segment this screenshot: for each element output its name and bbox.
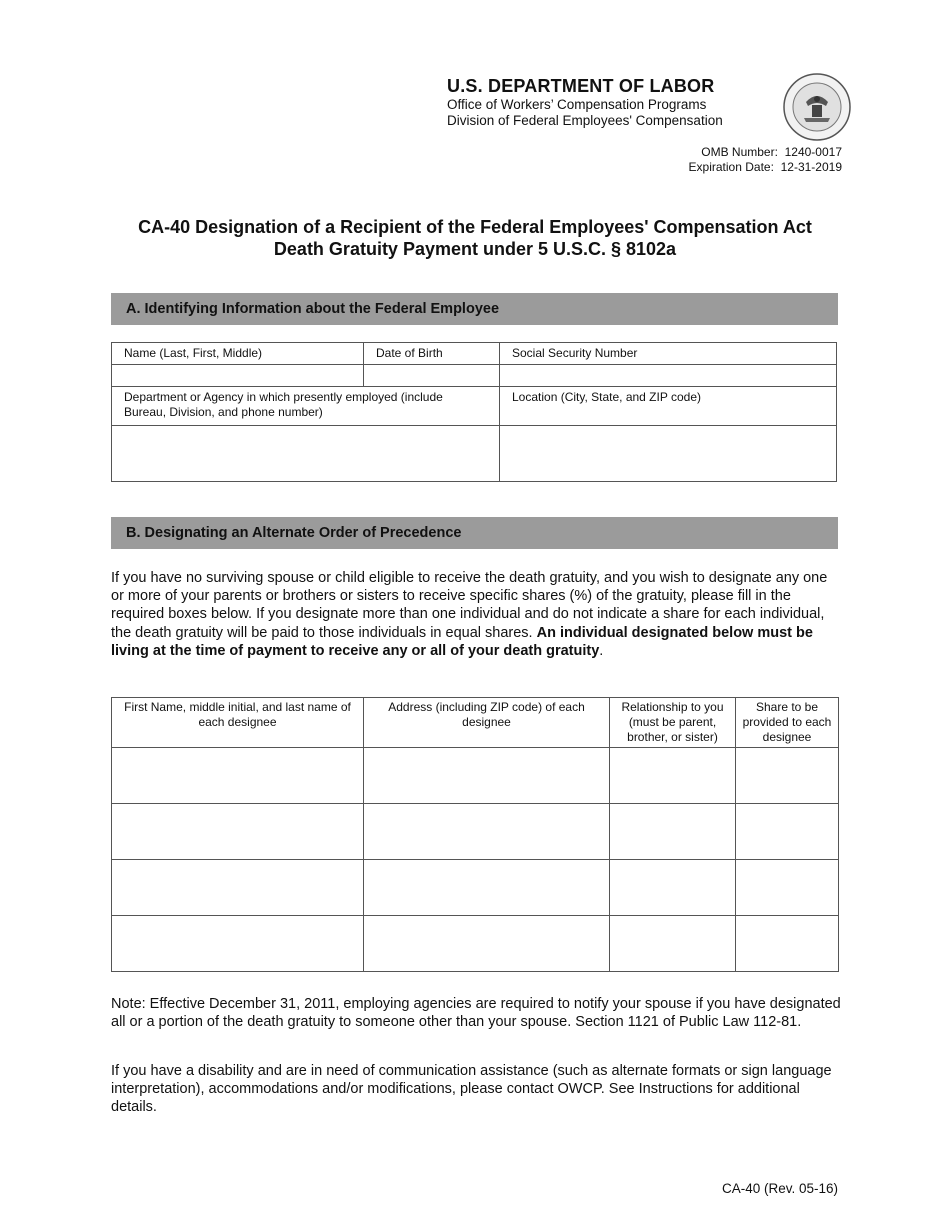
dob-field[interactable] — [364, 365, 500, 387]
department-name: U.S. DEPARTMENT OF LABOR — [447, 76, 715, 96]
omb-block — [689, 145, 842, 175]
instructions-text: If you have no surviving spouse or child eligible to receive the death gratuity, and you wish to designate any one or more of your parents or brothers or sisters to receive specific shares (%) of the gratuity, please fill in the required boxes below. If you designate more than one individual and do not indicate a share for each individual, the death gratuity will be paid to those individuals in equal shares. — [111, 570, 828, 641]
dept-agency-label: Department or Agency in which presently employed (include Bureau, Division, and phone number) — [112, 387, 500, 426]
office-name: Office of Workers’ Compensation Programs — [447, 97, 707, 112]
form-title — [0, 216, 950, 260]
col-header-relationship: Relationship to you (must be parent, brother, or sister) — [610, 698, 736, 748]
ssn-field[interactable] — [500, 365, 837, 387]
designee-address-field[interactable] — [364, 748, 610, 804]
ssn-label: Social Security Number — [500, 343, 837, 365]
omb-label: OMB Number: — [701, 145, 778, 159]
designee-share-field[interactable] — [736, 916, 839, 972]
expiration-label: Expiration Date: — [688, 160, 774, 174]
designee-share-field[interactable] — [736, 860, 839, 916]
designee-row — [112, 860, 839, 916]
location-label: Location (City, State, and ZIP code) — [500, 387, 837, 426]
section-b-heading: B. Designating an Alternate Order of Precedence — [111, 517, 838, 549]
designee-share-field[interactable] — [736, 804, 839, 860]
col-header-name: First Name, middle initial, and last name of each designee — [112, 698, 364, 748]
designee-name-field[interactable] — [112, 860, 364, 916]
designee-row — [112, 804, 839, 860]
dol-seal-icon — [782, 72, 852, 142]
agency-block — [447, 76, 723, 129]
form-revision: CA-40 (Rev. 05-16) — [721, 1181, 838, 1196]
designee-row — [112, 916, 839, 972]
designee-share-field[interactable] — [736, 748, 839, 804]
dept-agency-field[interactable] — [112, 426, 500, 482]
designee-relationship-field[interactable] — [610, 748, 736, 804]
disability-assistance-note: If you have a disability and are in need of communication assistance (such as alternate formats or sign language interpretation), accommodations and/or modifications, please contact OWCP. See Instructions for additional details. — [111, 1063, 832, 1116]
col-header-address: Address (including ZIP code) of each designee — [364, 698, 610, 748]
designation-instructions — [111, 569, 841, 660]
expiration-date: 12-31-2019 — [780, 160, 842, 174]
designee-name-field[interactable] — [112, 748, 364, 804]
name-field[interactable] — [112, 365, 364, 387]
name-label: Name (Last, First, Middle) — [112, 343, 364, 365]
employee-info-table — [111, 342, 837, 482]
designee-table — [111, 697, 839, 972]
dob-label: Date of Birth — [364, 343, 500, 365]
designee-name-field[interactable] — [112, 916, 364, 972]
designee-address-field[interactable] — [364, 916, 610, 972]
division-name: Division of Federal Employees' Compensation — [447, 113, 723, 128]
section-a-heading: A. Identifying Information about the Federal Employee — [111, 293, 838, 325]
title-line-2: Death Gratuity Payment under 5 U.S.C. § 8102a — [273, 239, 677, 259]
col-header-share: Share to be provided to each designee — [736, 698, 839, 748]
designee-relationship-field[interactable] — [610, 804, 736, 860]
designee-row — [112, 748, 839, 804]
designee-relationship-field[interactable] — [610, 916, 736, 972]
designee-name-field[interactable] — [112, 804, 364, 860]
spouse-notification-note: Note: Effective December 31, 2011, employing agencies are required to notify your spouse if you have designated all or a portion of the death gratuity to someone other than your spouse. Section 1121 of Public Law 112-81. — [111, 996, 841, 1031]
instructions-bold-text: An individual designated below must be living at the time of payment to receive any or all of your death gratuity — [111, 624, 813, 659]
instructions-end: . — [599, 642, 604, 659]
location-field[interactable] — [500, 426, 837, 482]
title-line-1: CA-40 Designation of a Recipient of the Federal Employees' Compensation Act — [138, 217, 812, 237]
designee-address-field[interactable] — [364, 860, 610, 916]
designee-address-field[interactable] — [364, 804, 610, 860]
designee-relationship-field[interactable] — [610, 860, 736, 916]
omb-number: 1240-0017 — [784, 145, 842, 159]
